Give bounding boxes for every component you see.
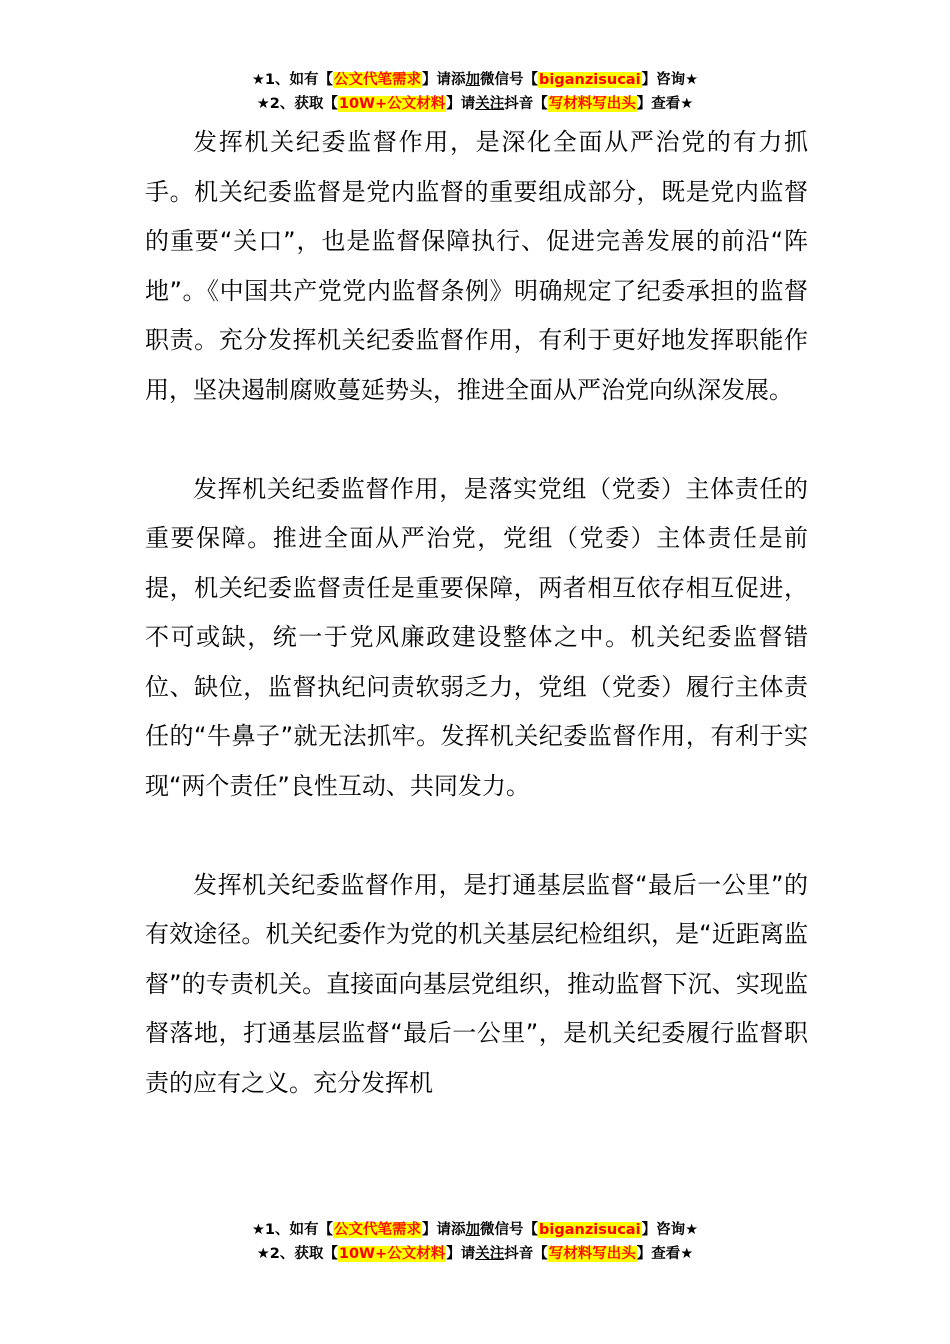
document-body <box>145 118 808 1158</box>
highlight-materials: 10W+公文材料 <box>338 1246 446 1262</box>
footer-banner <box>0 1218 950 1266</box>
banner-line-1: ★1、如有【公文代笔需求】请添加微信号【biganzisucai】咨询★ <box>251 1222 699 1238</box>
highlight-wechat-id: biganzisucai <box>539 72 641 88</box>
highlight-materials: 10W+公文材料 <box>338 96 446 112</box>
banner-line-1: ★1、如有【公文代笔需求】请添加微信号【biganzisucai】咨询★ <box>251 72 699 88</box>
highlight-wechat-id: biganzisucai <box>539 1222 641 1238</box>
highlight-ghostwriting: 公文代笔需求 <box>334 72 422 88</box>
paragraph-3: 发挥机关纪委监督作用，是打通基层监督“最后一公里”的有效途径。机关纪委作为党的机关基层纪检组织，是“近距离监督”的专责机关。直接面向基层党组织，推动监督下沉、实现监督落地，打通基层监督“最后一公里”，是机关纪委履行监督职责的应有之义。充分发挥机 <box>145 870 808 1097</box>
highlight-ghostwriting: 公文代笔需求 <box>334 1222 422 1238</box>
banner-line-2: ★2、获取【10W+公文材料】请关注抖音【写材料写出头】查看★ <box>256 1246 694 1262</box>
banner-line-2: ★2、获取【10W+公文材料】请关注抖音【写材料写出头】查看★ <box>256 96 694 112</box>
header-banner <box>0 68 950 116</box>
highlight-douyin-account: 写材料写出头 <box>548 1246 636 1262</box>
paragraph-2: 发挥机关纪委监督作用，是落实党组（党委）主体责任的重要保障。推进全面从严治党，党组（党委）主体责任是前提，机关纪委监督责任是重要保障，两者相互依存相互促进，不可或缺，统一于党风廉政建设整体之中。机关纪委监督错位、缺位，监督执纪问责软弱乏力，党组（党委）履行主体责任的“牛鼻子”就无法抓牢。发挥机关纪委监督作用，有利于实现“两个责任”良性互动、共同发力。 <box>145 474 808 800</box>
paragraph-1: 发挥机关纪委监督作用，是深化全面从严治党的有力抓手。机关纪委监督是党内监督的重要组成部分，既是党内监督的重要“关口”，也是监督保障执行、促进完善发展的前沿“阵地”。《中国共产党党内监督条例》明确规定了纪委承担的监督职责。充分发挥机关纪委监督作用，有利于更好地发挥职能作用，坚决遏制腐败蔓延势头，推进全面从严治党向纵深发展。 <box>145 128 808 404</box>
highlight-douyin-account: 写材料写出头 <box>548 96 636 112</box>
